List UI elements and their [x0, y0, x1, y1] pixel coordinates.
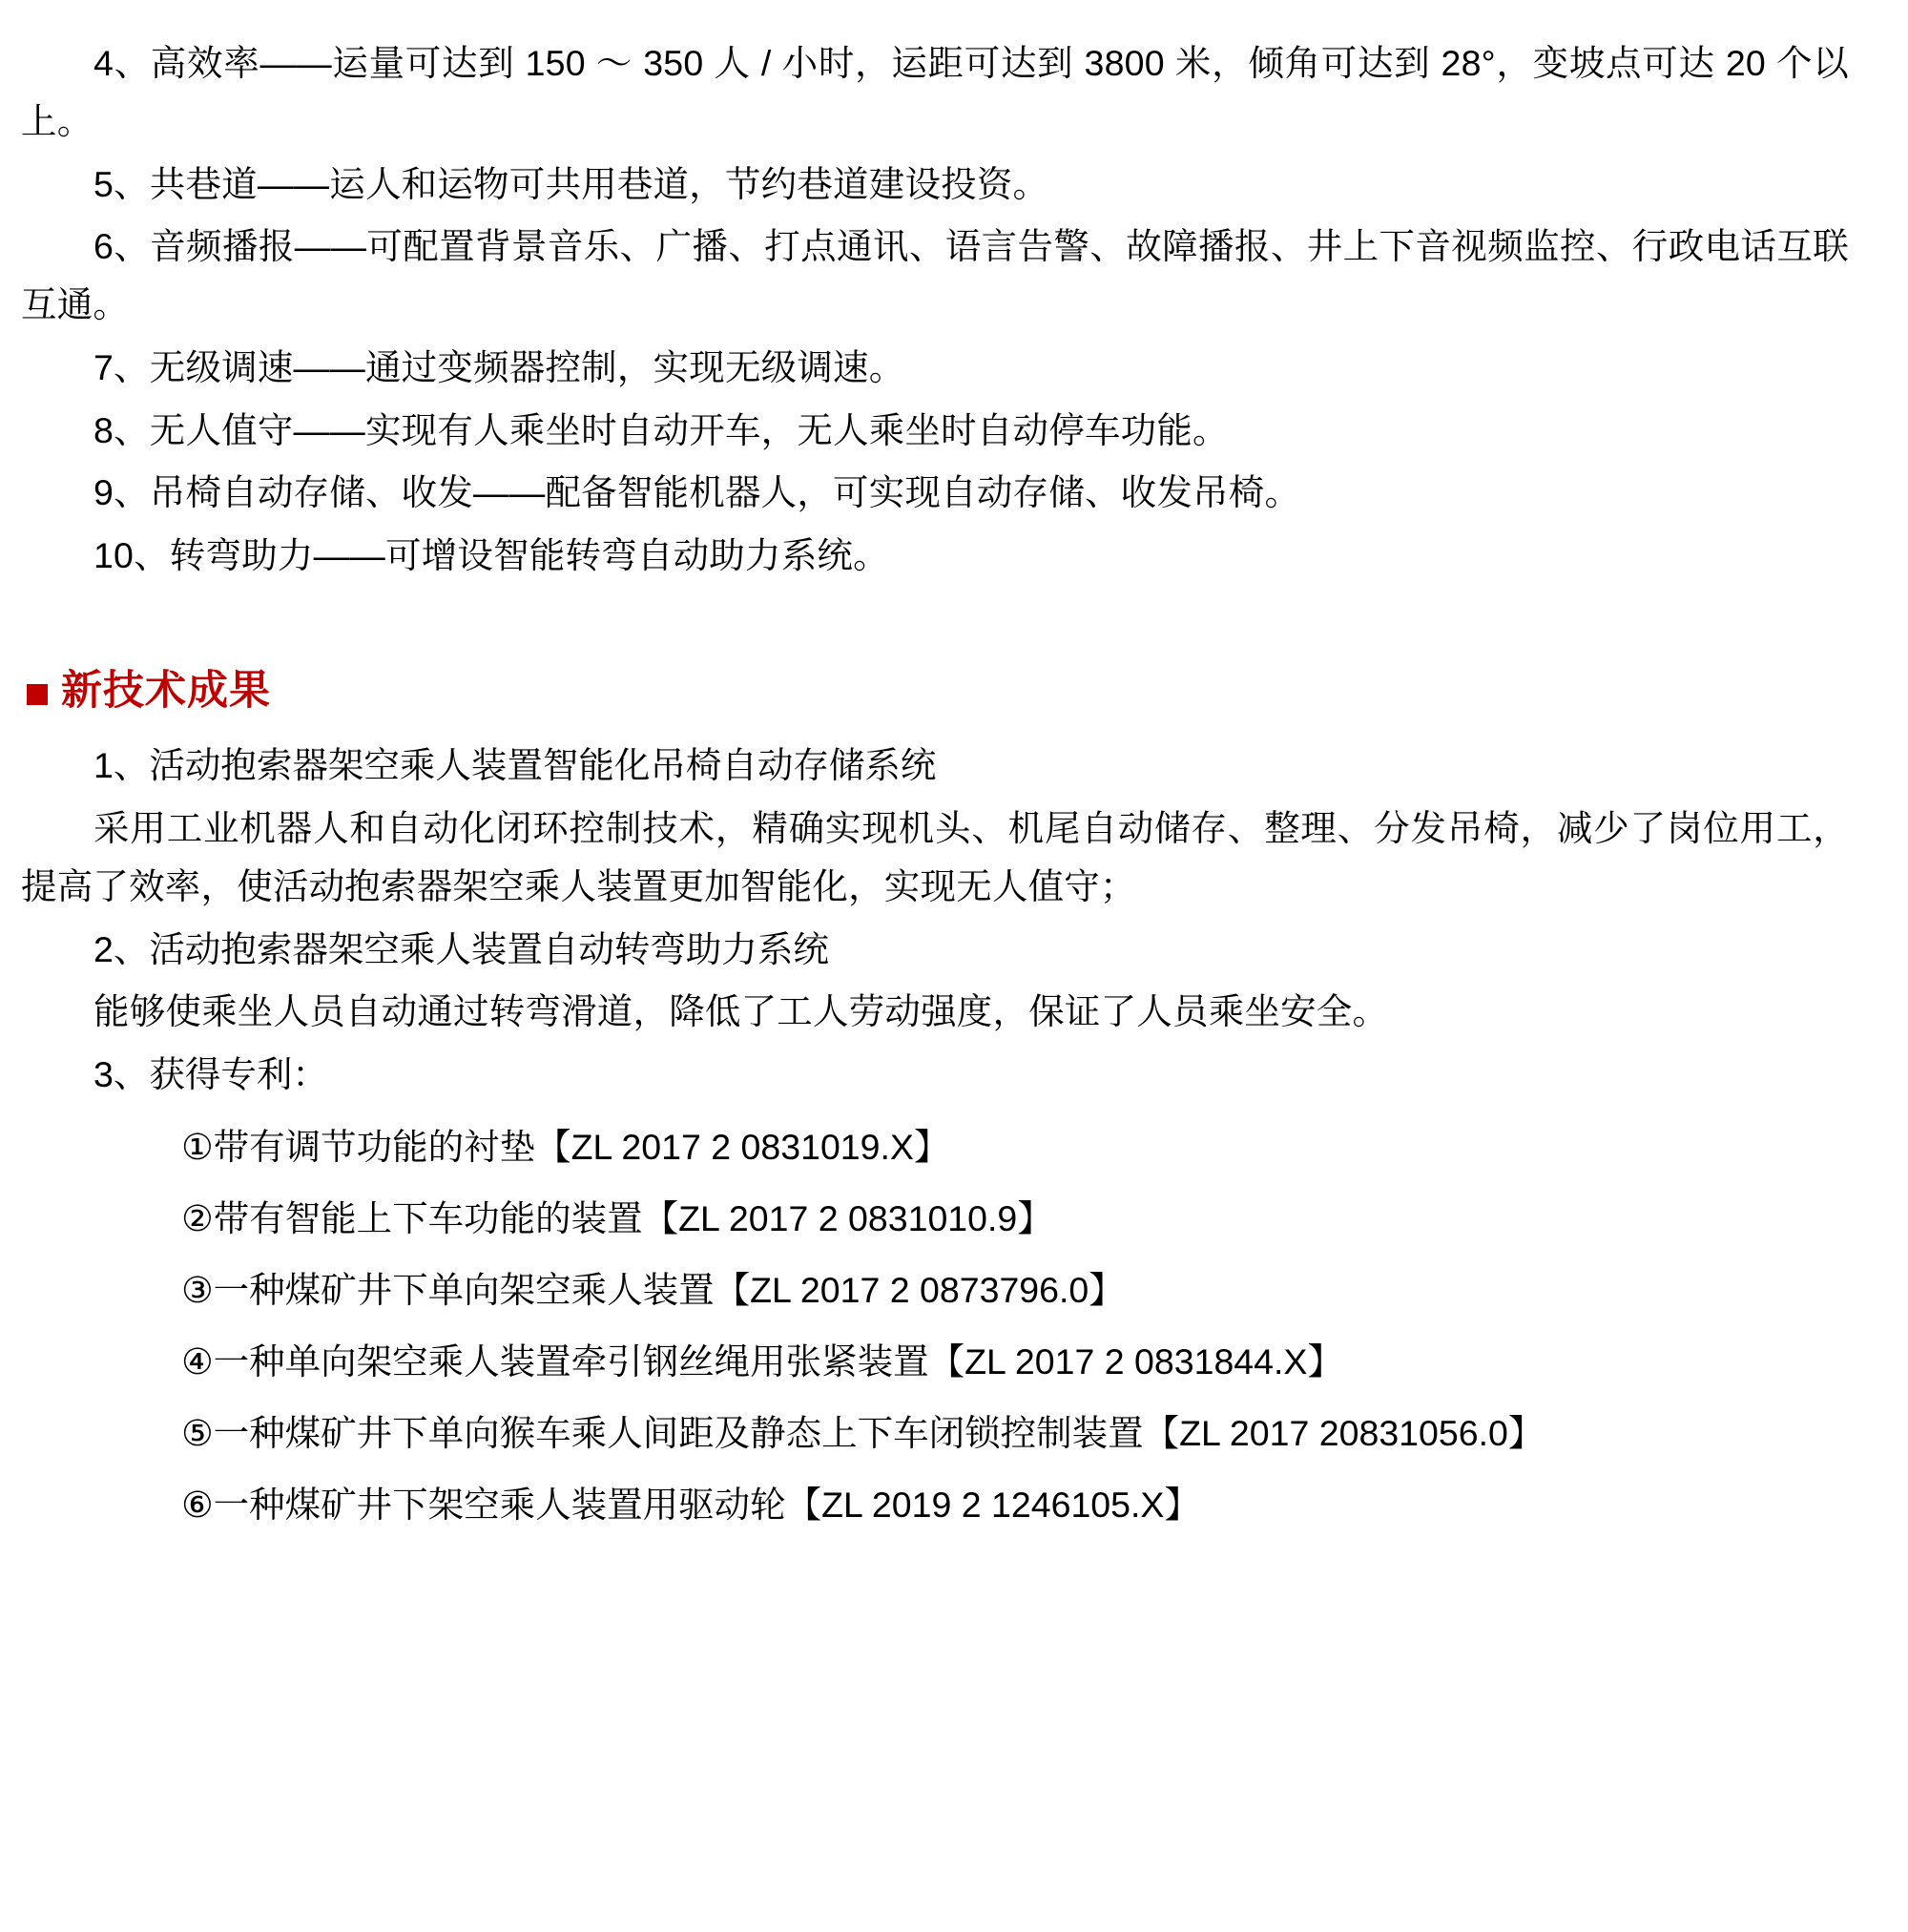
patent-list — [21, 1117, 1849, 1535]
feature-item-6: 6、音频播报——可配置背景音乐、广播、打点通讯、语言告警、故障播报、井上下音视频监控、行政电话互联互通。 — [21, 226, 1849, 324]
patent-item: ①带有调节功能的衬垫【ZL 2017 2 0831019.X】 — [181, 1126, 950, 1167]
tech-item-1-title: 1、活动抱索器架空乘人装置智能化吊椅自动存储系统 — [93, 745, 937, 786]
patent-item: ②带有智能上下车功能的装置【ZL 2017 2 0831010.9】 — [181, 1197, 1053, 1238]
section-body — [21, 737, 1849, 1104]
feature-list — [21, 34, 1849, 585]
tech-item-2-body: 能够使乘坐人员自动通过转弯滑道，降低了工人劳动强度，保证了人员乘坐安全。 — [93, 991, 1389, 1032]
feature-item-7: 7、无级调速——通过变频器控制，实现无级调速。 — [93, 346, 905, 387]
feature-item-8: 8、无人值守——实现有人乘坐时自动开车，无人乘坐时自动停车功能。 — [93, 409, 1229, 450]
tech-item-1-body: 采用工业机器人和自动化闭环控制技术，精确实现机头、机尾自动储存、整理、分发吊椅，减少了岗位用工，提高了效率，使活动抱索器架空乘人装置更加智能化，实现无人值守； — [21, 808, 1849, 906]
patent-item: ⑥一种煤矿井下架空乘人装置用驱动轮【ZL 2019 2 1246105.X】 — [181, 1484, 1200, 1525]
tech-item-2-title: 2、活动抱索器架空乘人装置自动转弯助力系统 — [93, 928, 829, 969]
patent-item: ④一种单向架空乘人装置牵引钢丝绳用张紧装置【ZL 2017 2 0831844.X】 — [181, 1340, 1343, 1381]
feature-item-9: 9、吊椅自动存储、收发——配备智能机器人，可实现自动存储、收发吊椅。 — [93, 472, 1301, 513]
section-heading-new-tech — [21, 667, 1849, 717]
feature-item-5: 5、共巷道——运人和运物可共用巷道，节约巷道建设投资。 — [93, 163, 1049, 204]
patent-item: ⑤一种煤矿井下单向猴车乘人间距及静态上下车闭锁控制装置【ZL 2017 20831056.0】 — [181, 1412, 1545, 1453]
page-title: 新技术成果 — [61, 667, 271, 714]
patents-title: 3、获得专利： — [93, 1054, 328, 1095]
feature-item-10: 10、转弯助力——可增设智能转弯自动助力系统。 — [93, 535, 889, 575]
patent-item: ③一种煤矿井下单向架空乘人装置【ZL 2017 2 0873796.0】 — [181, 1269, 1125, 1310]
red-square-bullet-icon — [27, 684, 48, 705]
feature-item-4: 4、高效率——运量可达到 150 ～ 350 人 / 小时，运距可达到 3800 米，倾角可达到 28°，变坡点可达 20 个以上。 — [21, 43, 1849, 141]
